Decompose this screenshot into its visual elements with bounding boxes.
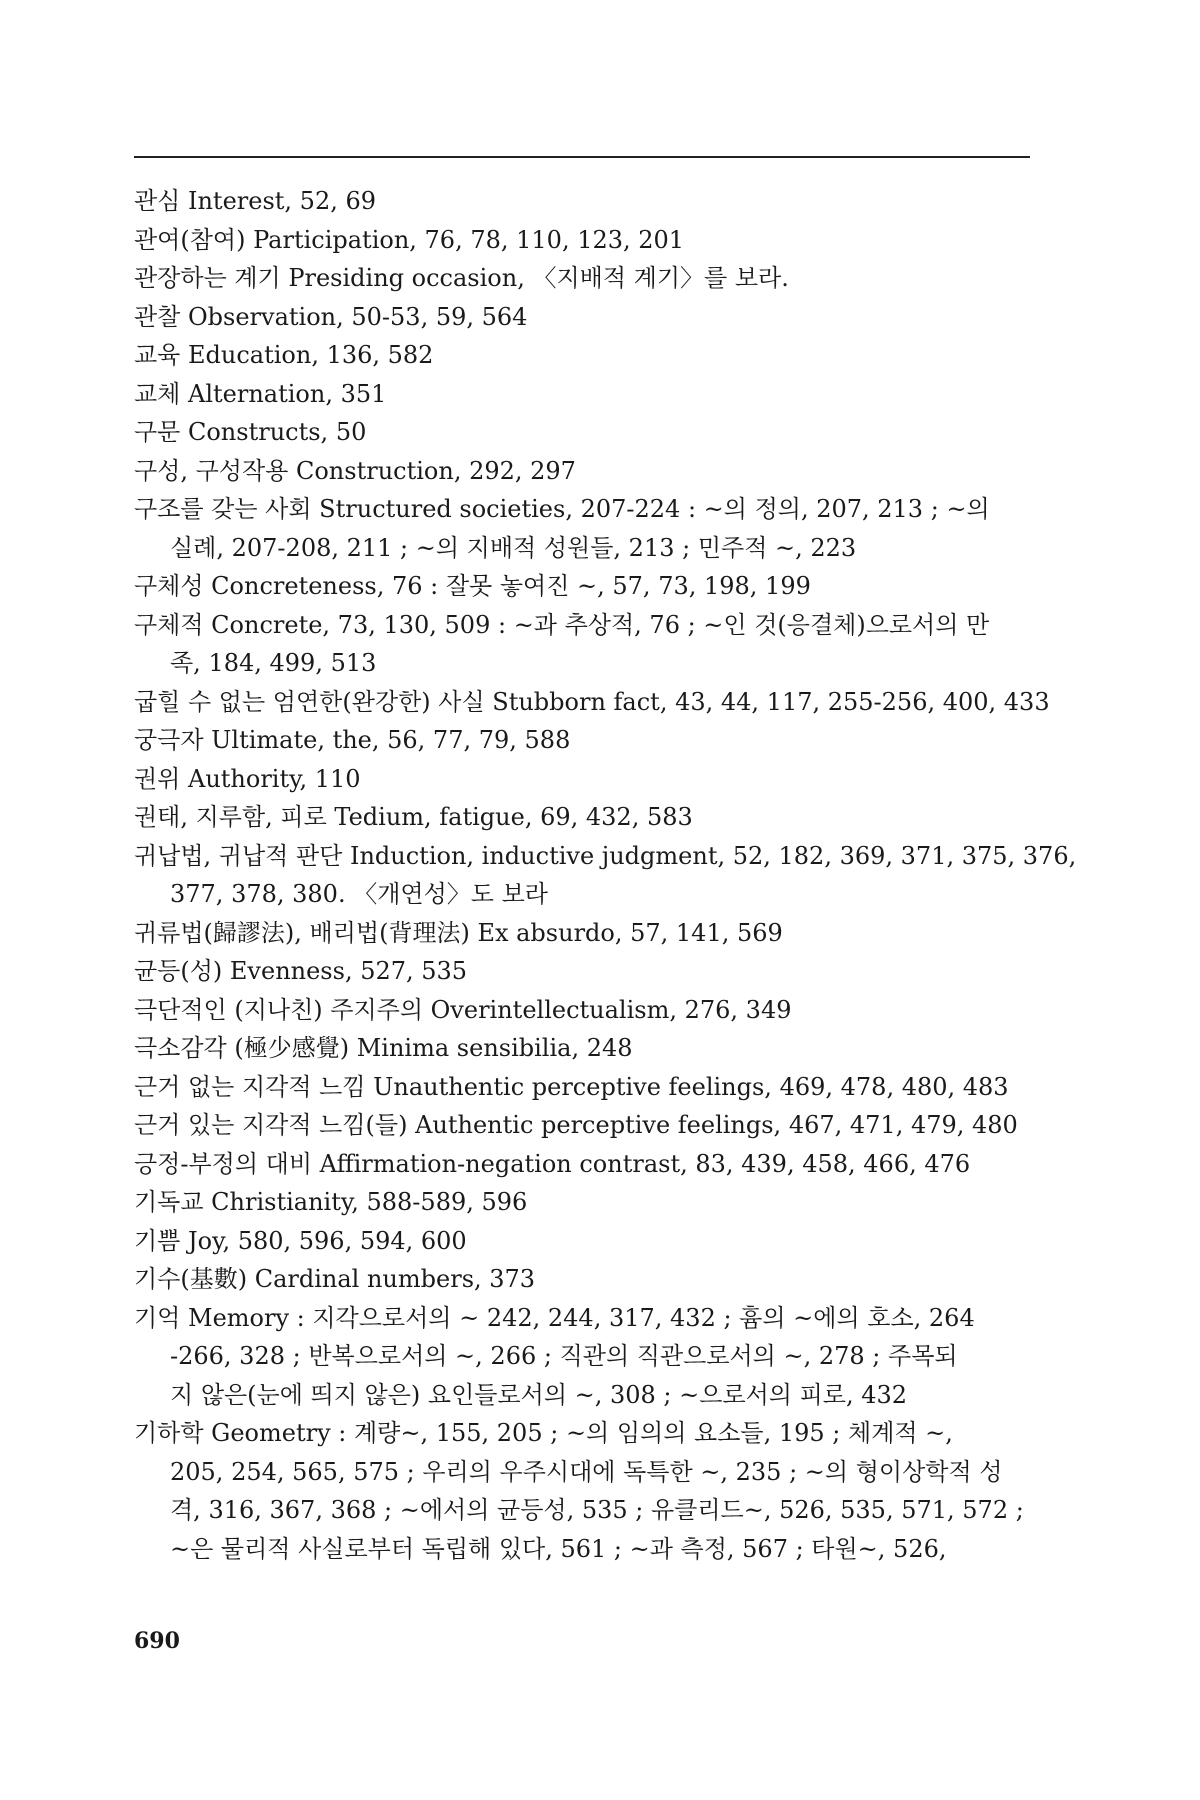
index-entry xyxy=(134,1145,1034,1184)
entry-line: 기억 Memory : 지각으로서의 ~ 242, 244, 317, 432 ; 흄의 ~에의 호소, 264 xyxy=(134,1303,975,1332)
index-entry xyxy=(134,1183,1034,1222)
index-entry xyxy=(134,182,1034,221)
entry-line: 근거 있는 지각적 느낌(들) Authentic perceptive feelings, 467, 471, 479, 480 xyxy=(134,1111,1018,1139)
index-entry xyxy=(134,606,1034,683)
index-entry xyxy=(134,914,1034,953)
entry-line-continued: 지 않은(눈에 띄지 않은) 요인들로서의 ~, 308 ; ~으로서의 피로, 432 xyxy=(170,1380,908,1409)
entry-line: 궁극자 Ultimate, the, 56, 77, 79, 588 xyxy=(134,726,571,754)
entry-line: 기독교 Christianity, 588-589, 596 xyxy=(134,1188,528,1216)
index-entry xyxy=(134,1106,1034,1145)
entry-line-continued: 족, 184, 499, 513 xyxy=(170,649,377,677)
entry-line: 구성, 구성작용 Construction, 292, 297 xyxy=(134,456,576,485)
entry-line-continued: 격, 316, 367, 368 ; ~에서의 균등성, 535 ; 유클리드~, 526, 535, 571, 572 ; xyxy=(170,1496,1024,1524)
entry-line: 귀류법(歸謬法), 배리법(背理法) Ex absurdo, 57, 141, 569 xyxy=(134,918,783,947)
entry-line: 구문 Constructs, 50 xyxy=(134,418,367,446)
entry-line: 귀납법, 귀납적 판단 Induction, inductive judgment, 52, 182, 369, 371, 375, 376, xyxy=(134,841,1077,870)
entry-line: 관여(참여) Participation, 76, 78, 110, 123, 201 xyxy=(134,225,685,254)
index-entry xyxy=(134,837,1077,914)
index-entry xyxy=(134,221,1034,260)
entry-line: 구조를 갖는 사회 Structured societies, 207-224 : ~의 정의, 207, 213 ; ~의 xyxy=(134,495,990,523)
entry-line: 극소감각 (極少感覺) Minima sensibilia, 248 xyxy=(134,1034,633,1062)
header-rule xyxy=(134,156,1030,158)
entry-line-continued: -266, 328 ; 반복으로서의 ~, 266 ; 직관의 직관으로서의 ~, 278 ; 주목되 xyxy=(170,1342,958,1370)
entry-line: 기수(基數) Cardinal numbers, 373 xyxy=(134,1265,536,1293)
entry-line: 기하학 Geometry : 계량~, 155, 205 ; ~의 임의의 요소들, 195 ; 체계적 ~, xyxy=(134,1419,953,1447)
entry-line-continued: 실례, 207-208, 211 ; ~의 지배적 성원들, 213 ; 민주적 ~, 223 xyxy=(170,533,857,562)
index-entry xyxy=(134,259,1034,298)
entry-line: 구체성 Concreteness, 76 : 잘못 놓여진 ~, 57, 73, 198, 199 xyxy=(134,572,811,600)
index-entry xyxy=(134,1068,1034,1107)
index-entry xyxy=(134,952,1034,991)
entry-line-continued: 377, 378, 380. 〈개연성〉도 보라 xyxy=(170,880,548,908)
index-entry xyxy=(134,1222,1034,1261)
index-entry xyxy=(134,375,1034,414)
index-entry xyxy=(134,1260,1034,1299)
index-entry xyxy=(134,452,1034,491)
page-number: 690 xyxy=(134,1628,180,1654)
index-entry xyxy=(134,298,1034,337)
index-entry xyxy=(134,683,1050,722)
index-entry xyxy=(134,413,1034,452)
entry-line: 근거 없는 지각적 느낌 Unauthentic perceptive feelings, 469, 478, 480, 483 xyxy=(134,1072,1009,1101)
index-entry xyxy=(134,567,1034,606)
entry-line: 교육 Education, 136, 582 xyxy=(134,341,434,369)
entry-line: 관찰 Observation, 50-53, 59, 564 xyxy=(134,302,528,331)
entry-line: 관심 Interest, 52, 69 xyxy=(134,187,377,215)
entry-line: 권위 Authority, 110 xyxy=(134,764,361,793)
index-entry xyxy=(134,991,1034,1030)
index-entry xyxy=(134,1414,1034,1568)
entry-line: 권태, 지루함, 피로 Tedium, fatigue, 69, 432, 583 xyxy=(134,803,693,831)
index-entry xyxy=(134,721,1034,760)
entry-line: 균등(성) Evenness, 527, 535 xyxy=(134,957,468,985)
entry-line: 기쁨 Joy, 580, 596, 594, 600 xyxy=(134,1226,467,1255)
index-entry xyxy=(134,1299,1034,1415)
entry-line: 관장하는 계기 Presiding occasion, 〈지배적 계기〉를 보라. xyxy=(134,264,789,292)
index-list xyxy=(134,182,1077,1568)
index-entry xyxy=(134,1029,1034,1068)
entry-line: 긍정-부정의 대비 Affirmation-negation contrast, 83, 439, 458, 466, 476 xyxy=(134,1149,971,1178)
entry-line-continued: ~은 물리적 사실로부터 독립해 있다, 561 ; ~과 측정, 567 ; 타원~, 526, xyxy=(170,1534,947,1563)
entry-line: 극단적인 (지나친) 주지주의 Overintellectualism, 276, 349 xyxy=(134,995,792,1024)
entry-line-continued: 205, 254, 565, 575 ; 우리의 우주시대에 독특한 ~, 235 ; ~의 형이상학적 성 xyxy=(170,1457,1003,1486)
index-entry xyxy=(134,760,1034,799)
entry-line: 교체 Alternation, 351 xyxy=(134,379,387,408)
entry-line: 구체적 Concrete, 73, 130, 509 : ~과 추상적, 76 ; ~인 것(응결체)으로서의 만 xyxy=(134,610,990,639)
index-entry xyxy=(134,336,1034,375)
entry-line: 굽힐 수 없는 엄연한(완강한) 사실 Stubborn fact, 43, 44, 117, 255-256, 400, 433 xyxy=(134,687,1050,716)
index-entry xyxy=(134,798,1034,837)
index-entry xyxy=(134,490,1034,567)
